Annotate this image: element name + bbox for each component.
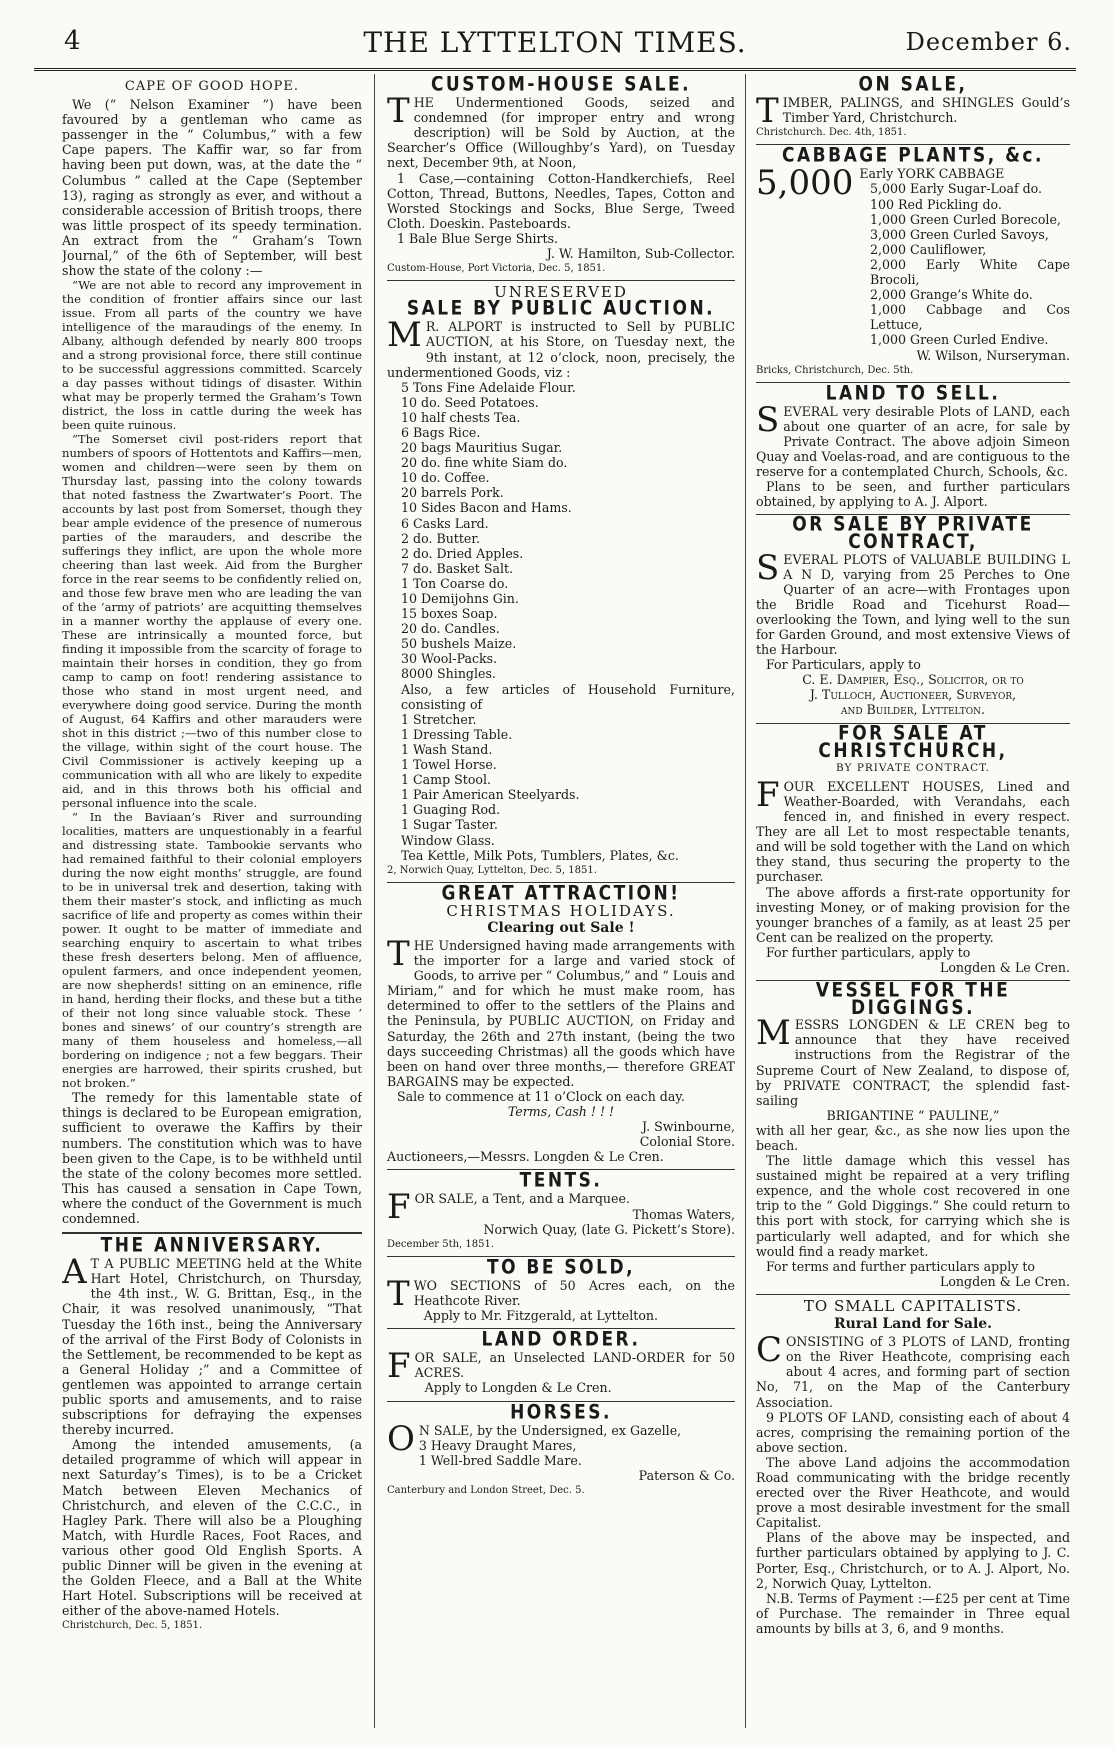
signature: J. Tulloch, Auctioneer, Surveyor, [809,687,1017,703]
list-item: 10 do. Seed Potatoes. [401,394,539,410]
ad-paragraph [387,315,735,380]
ad-private-contract [756,513,1070,718]
ad-paragraph: For Particulars, apply to [766,657,921,673]
ad-heading: OR SALE BY PRIVATE CONTRACT, [792,513,1034,554]
auctioneers: Auctioneers,—Messrs. Longden & Le Cren. [387,1149,664,1165]
ad-to-be-sold [387,1256,735,1324]
paragraph-text: R. ALPORT is instructed to Sell by PUBLIC AUCTION, at his Store, on Tuesday next, the 9th instant, at 12 o’clock, noon, precisely, the undermentioned Goods, viz : [387,319,735,380]
signature: J. Swinbourne, [642,1119,735,1135]
ad-paragraph: Apply to Longden & Le Cren. [424,1380,612,1396]
ad-paragraph: with all her gear, &c., as she now lies upon the beach. [756,1122,1070,1153]
dateline: Custom-House, Port Victoria, Dec. 5, 1851. [387,263,606,275]
signature: Longden & Le Cren. [939,1273,1070,1289]
list-item: 1 Wash Stand. [401,741,493,757]
paragraph-text: ESSRS LONGDEN & LE CREN beg to announce that they have received instructions from the Registrar of the Supreme Court of New Zealand, to dispose of, by PRIVATE CONTRACT, the splendid fast-sailing [756,1017,1070,1108]
article-paragraph: Among the intended amusements, (a detailed programme of which will appear in next Saturday’s Times), is to be a Cricket Match between Eleven Mechanics of Christchurch, and eleven of the C.C.C., in Hagley Park. There will also be a Ploughing Match, with Hurdle Races, Foot Races, and various other good Old English Sports. A public Dinner will be given in the evening at the Golden Fleece, and a Ball at the White Hart Hotel. Subscriptions will be received at either of the above-named Hotels. [62,1437,362,1619]
column-3 [756,76,1070,1728]
drop-cap: F [387,1187,411,1228]
dateline: December 5th, 1851. [387,1238,495,1250]
ad-line: Also, a few articles of Household Furniture, consisting of [401,681,735,712]
list-item: 20 barrels Pork. [401,485,504,501]
column-2 [387,76,735,1728]
ad-paragraph: N.B. Terms of Payment :—£25 per cent at Time of Purchase. The remainder in Three equal amounts by bills at 3, 6, and 9 months. [756,1590,1070,1636]
dateline: 2, Norwich Quay, Lyttelton, Dec. 5, 1851. [387,864,597,876]
paragraph-text: WO SECTIONS of 50 Acres each, on the Heathcote River. [413,1277,735,1308]
newspaper-title: THE LYTTELTON TIMES. [363,26,747,59]
ad-paragraph: Plans to be seen, and further particulars obtained, by applying to A. J. Alport. [756,479,1070,510]
paragraph-text: OUR EXCELLENT HOUSES, Lined and Weather-Boarded, with Verandahs, each fenced in, and finished in every respect. They are all Let to most respectable tenants, and will be sold together with the Land on which they stand, thus securing the property to the purchaser. [756,778,1070,885]
ad-paragraph: The little damage which this vessel has sustained might be repaired at a very trifling expence, and the whole cost recovered in one trip to the “ Gold Diggings.” She could return to this port with stock, for carrying which she is particularly well adapted, and for which she would find a ready market. [756,1153,1070,1259]
column-divider [374,74,375,1728]
ad-paragraph [387,91,735,171]
drop-cap: T [387,1273,410,1314]
list-item: 1 Pair American Steelyards. [401,787,580,803]
ad-paragraph: 9 PLOTS OF LAND, consisting each of about 4 acres, comprising the remaining portion of the above section. [756,1409,1070,1455]
ad-heading: VESSEL FOR THE DIGGINGS. [815,979,1011,1020]
ad-heading: CABBAGE PLANTS, &c. [782,144,1044,168]
ad-small-capitalists [756,1296,1070,1636]
ad-line: Tea Kettle, Milk Pots, Tumblers, Plates, &c. [401,847,679,863]
ad-paragraph [756,547,1070,658]
signature: Thomas Waters, [632,1206,735,1222]
ad-paragraph [756,399,1070,480]
ad-heading: LAND ORDER. [481,1328,641,1352]
ad-paragraph [756,91,1070,132]
list-item: 1 Stretcher. [401,711,477,727]
drop-cap: F [756,774,780,815]
article-paragraph [62,1252,362,1438]
list-item: 20 do. fine white Siam do. [401,455,568,471]
paragraph-text: EVERAL PLOTS of VALUABLE BUILDING L A N D, varying from 25 Perches to One Quarter of an acre—with Frontages upon the Bridle Road and Ticehurst Road—overlooking the Town, and lying well to the sun for Garden Ground, and most extensive Views of the Harbour. [756,551,1070,658]
list-item: Window Glass. [401,832,495,848]
ad-heading: ON SALE, [858,76,968,97]
ad-subheading: CHRISTMAS HOLIDAYS. [446,901,676,920]
quote-paragraph: “The Somerset civil post-riders report that numbers of spoors of Hottentots and Kaffirs—men, women and children—were seen by them on Thursday last, passing into the colony towards that noted fastness the Zwartwater’s Poort. The accounts by last post from Somerset, though they bear ample evidence of the presence of numerous parties of the marauders, and describe the sufferings they inflict, are upon the whole more cheering than last week. Aid from the Burgher force in the rear seems to be confidently relied on, and those few brave men who are leading the van of the ‘army of patriots’ are acquitting themselves in a manner worthy the applause of every one. These are intrinsically a mounted force, but finding it impossible from the scarcity of forage to maintain their horses in condition, they go from camp to camp on foot! rendering assistance to those who stand in most urgent need, and everywhere doing good service. During the month of August, 64 Kaffirs and other marauders were shot in this district ;—two of this number close to the village, within sight of the court house. The Civil Commissioner is actively keeping up a communication with all who are likely to expedite aid, and in this throws both his official and personal influence into the scale. [62,432,362,811]
list-item: 1 Ton Coarse do. [401,575,509,591]
paragraph-text: ONSISTING of 3 PLOTS of LAND, fronting on the River Heathcote, comprising each about 4 acres, and forming part of section No, 71, on the Map of the Canterbury Association. [756,1334,1070,1410]
paragraph-text: T A PUBLIC MEETING held at the White Hart Hotel, Christchurch, on Thursday, the 4th inst., W. G. Brittan, Esq., in the Chair, it was resolved unanimously, “That Tuesday the 16th inst., being the Anniversary of the arrival of the First Body of Colonists in the Settlement, be recommended to be kept as a General Holiday ;” and a Committee of gentlemen was appointed to arrange certain public sports and amusements, and to raise subscriptions for defraying the expenses thereby incurred. [62,1256,362,1438]
list-item: 1 Towel Horse. [401,757,497,773]
ad-heading: FOR SALE AT CHRISTCHURCH, [818,721,1008,763]
paragraph-text: N SALE, by the Undersigned, ex Gazelle, [418,1422,682,1438]
ad-tents [387,1169,735,1250]
list-item: 3 Heavy Draught Mares, [418,1437,577,1453]
ad-subheading: BY PRIVATE CONTRACT. [836,761,990,774]
dateline: Canterbury and London Street, Dec. 5. [387,1484,585,1496]
drop-cap: T [387,91,410,132]
list-item: 1 Camp Stool. [401,772,492,788]
terms: Terms, Cash ! ! ! [507,1104,615,1119]
list-item: 1,000 Green Curled Borecole, [870,211,1061,227]
ad-horses [387,1400,735,1497]
drop-cap: S [756,399,780,440]
column-1 [62,76,362,1728]
article-heading: THE ANNIVERSARY. [100,1234,324,1258]
article-paragraph: We (“ Nelson Examiner ”) have been favoured by a gentleman who came as passenger in the “ Columbus,” with a few Cape papers. The Kaffir war, so far from having been put down, was, at the date the “ Columbus ” called at the Cape (September 13), raging as strongly as ever, and without a considerable accession of British troops, there was little prospect of its speedy termination. An extract from the “ Graham’s Town Journal,” of the 6th of September, will best show the state of the colony :— [62,97,362,279]
list-item: 3,000 Green Curled Savoys, [870,226,1049,242]
ad-public-auction [387,285,735,877]
list-item: 1 Guaging Rod. [401,802,501,818]
list-item: 10 Demijohns Gin. [401,591,519,606]
ad-land-order [387,1328,735,1396]
list-item: 6 Casks Lard. [401,515,489,531]
ad-heading: SALE BY PUBLIC AUCTION. [406,297,716,321]
ad-heading: CUSTOM-HOUSE SALE. [430,76,692,97]
page-number: 4 [64,26,81,56]
signature: Colonial Store. [639,1134,735,1150]
drop-cap: T [756,91,779,132]
big-number: 5,000 [756,163,854,204]
ad-subheading: Clearing out Sale ! [487,919,635,936]
drop-cap: O [387,1418,415,1459]
ad-heading: HORSES. [510,1400,612,1424]
dateline: Christchurch. Dec. 4th, 1851. [756,127,907,139]
ad-custom-house-sale [387,78,735,275]
furniture-list [387,712,735,848]
ad-paragraph [756,1013,1070,1108]
paragraph-text: HE Undersigned having made arrangements with the importer for a large and varied stock of Goods, to arrive per “ Columbus,” and “ Louis and Miriam,” and for which he must make room, has determined to offer to the settlers of the Plains and the Peninsula, by PUBLIC AUCTION, on Friday and Saturday, the 26th and 27th instant, (being the two days succeeding Christmas) all the goods which have been on hand over three months,— therefore GREAT BARGAINS may be expected. [387,937,735,1089]
list-item: 6 Bags Rice. [401,424,481,440]
dateline: Christchurch, Dec. 5, 1851. [62,1620,203,1632]
masthead [34,24,1076,68]
signature: Norwich Quay, (late G. Pickett’s Store). [483,1221,735,1237]
list-item: Early YORK CABBAGE [859,166,1005,182]
list-item: 2 do. Butter. [401,530,481,546]
ad-land-to-sell [756,382,1070,510]
ad-heading: TO SMALL CAPITALISTS. [803,1296,1023,1315]
list-item: 10 Sides Bacon and Hams. [401,500,572,516]
ad-cabbage-plants [756,144,1070,376]
list-item: 30 Wool-Packs. [401,651,498,667]
list-item: 20 bags Mauritius Sugar. [401,440,563,456]
ad-paragraph: Apply to Mr. Fitzgerald, at Lyttelton. [423,1308,659,1324]
ad-heading: TENTS. [519,1169,603,1193]
column-divider [745,74,746,1728]
ad-paragraph [387,933,735,1089]
ad-heading: GREAT ATTRACTION! [441,882,681,906]
plant-list [756,181,1070,347]
ad-vessel-for-diggings [756,979,1070,1289]
list-item: 2,000 Cauliflower, [870,241,987,257]
signature: W. Wilson, Nurseryman. [916,347,1070,363]
ship-name: BRIGANTINE “ PAULINE,” [826,1107,1000,1123]
article-heading: CAPE OF GOOD HOPE. [124,79,300,94]
signature: Paterson & Co. [638,1467,735,1483]
list-item: 1 Sugar Taster. [401,817,498,833]
list-item: 2,000 Grange’s White do. [870,287,1033,303]
drop-cap: M [387,315,422,356]
ad-for-sale-at-christchurch [756,721,1070,976]
ad-paragraph: For terms and further particulars apply to [766,1258,1036,1274]
ad-paragraph: The above Land adjoins the accommodation Road communicating with the bridge recently erected over the River Heathcote, and would prove a most desirable investment for the small Capitalist. [756,1454,1070,1531]
paragraph-text: EVERAL very desirable Plots of LAND, each about one quarter of an acre, for sale by Private Contract. The above adjoin Simeon Quay and Voelas-road, and are contiguous to the reserve for a contemplated Church, Schools, &c. [756,403,1070,480]
ad-heading: TO BE SOLD, [486,1256,636,1280]
quote-paragraph: “ In the Baviaan’s River and surrounding localities, matters are unquestionably in a fearful and distressing state. Tambookie servants who had remained faithful to their colonial employers during the now eight months’ struggle, are found to be in universal trek and desertion, taking with them their master’s stock, and inflicting as much sacrifice of life and property as comes within their power. It ought to be matter of immediate and searching enquiry to ascertain to what tribes these fresh deserters belong. Men of affluence, opulent farmers, and once independent yeomen, are now shepherds! sitting on an eminence, rifle in hand, herding their flocks, and these but a tithe of their not long since valuable stock. These ‘ bones and sinews’ of our country’s strength are many of them houseless and homeless,—all bordering on indigence ; not a few beggars. Their energies are harrowed, their spirits crushed, but not broken.” [62,810,362,1091]
list-item: 8000 Shingles. [401,666,496,682]
section-rule [387,280,735,281]
section-rule [756,1294,1070,1295]
list-item: 100 Red Pickling do. [870,196,1002,212]
ad-paragraph: 1 Case,—containing Cotton-Handkerchiefs, Reel Cotton, Thread, Buttons, Needles, Tapes, Cotton and Worsted Stockings and Socks, Blue Serge, Tweed Cloth. Doeskin. Pasteboards. [387,170,735,231]
list-item: 10 do. Coffee. [401,470,490,486]
drop-cap: T [387,933,410,974]
signature: and Builder, Lyttelton. [840,702,986,718]
ad-paragraph [387,1273,735,1314]
drop-cap: F [387,1346,411,1387]
signature: Longden & Le Cren. [939,959,1070,975]
list-item: 7 do. Basket Salt. [401,560,514,576]
list-item: 20 do. Candles. [401,621,500,637]
ad-paragraph: Sale to commence at 11 o’Clock on each day. [397,1088,685,1104]
list-item: 1 Well-bred Saddle Mare. [418,1452,582,1468]
drop-cap: A [62,1252,87,1293]
list-item: 2 do. Dried Apples. [401,545,524,561]
ad-paragraph: The above affords a first-rate opportunity for investing Money, or of making provision for the younger branches of a family, as at least 25 per Cent can be realized on the property. [756,884,1070,945]
list-item: 1 Dressing Table. [401,726,513,742]
ad-subheading: Rural Land for Sale. [833,1316,993,1333]
goods-list [387,380,735,682]
list-item: 50 bushels Maize. [401,636,517,652]
drop-cap: C [756,1330,783,1371]
list-item: 5,000 Early Sugar-Loaf do. [870,181,1043,197]
dateline: Bricks, Christchurch, Dec. 5th. [756,364,914,376]
list-item: 2,000 Early White Cape Brocoli, [870,256,1070,288]
paragraph-text: OR SALE, a Tent, and a Marquee. [414,1191,630,1207]
ad-paragraph [756,1330,1070,1410]
ad-paragraph: 1 Bale Blue Serge Shirts. [397,230,559,246]
masthead-rule [34,68,1076,74]
article-paragraph: The remedy for this lamentable state of things is declared to be European emigration, sufficient to overawe the Kaffirs by their numbers. The constitution which was to have been given to the Cape, is to be withheld until the state of the colony becomes more settled. This has caused a sensation in Cape Town, where the conduct of the Government is much condemned. [62,1090,362,1226]
ad-paragraph: For further particulars, apply to [766,944,971,960]
paragraph-text: HE Undermentioned Goods, seized and condemned (for improper entry and wrong description) will be Sold by Auction, at the Searcher’s Office (Willoughby’s Yard), on Tuesday next, December 9th, at Noon, [387,95,735,171]
list-item: 10 half chests Tea. [401,409,521,425]
article-cape-of-good-hope [62,79,362,1226]
signature: J. W. Hamilton, Sub-Collector. [546,246,735,262]
paragraph-text: IMBER, PALINGS, and SHINGLES Gould’s Timber Yard, Christchurch. [782,95,1070,126]
ad-paragraph: Plans of the above may be inspected, and further particulars obtained by applying to J. C. Porter, Esq., Christchurch, or to A. J. Alport, No. 2, Norwich Quay, Lyttelton. [756,1530,1070,1591]
list-item: 1,000 Cabbage and Cos Lettuce, [870,302,1070,333]
signature: C. E. Dampier, Esq., Solicitor, or to [802,672,1024,688]
quote-paragraph: “We are not able to record any improvement in the condition of frontier affairs since our last issue. From all parts of the country we have intelligence of the maraudings of the enemy. In Albany, although defended by nearly 800 troops and a strong provisional force, there still continue to be successful aggressions committed. Scarcely a day passes without tidings of disaster. Within what may be properly termed the Graham’s Town district, the loss in cattle during the week has been quite ruinous. [62,278,362,433]
ad-kicker: UNRESERVED [494,283,628,302]
article-anniversary [62,1234,362,1632]
list-item: 5 Tons Fine Adelaide Flour. [401,379,576,395]
drop-cap: S [756,547,780,588]
drop-cap: M [756,1013,791,1054]
list-item: 1,000 Green Curled Endive. [870,332,1049,348]
ad-heading: LAND TO SELL. [825,382,1001,406]
list-item: 15 boxes Soap. [401,606,498,622]
ad-on-sale [756,78,1070,139]
issue-date: December 6. [905,28,1072,56]
paragraph-text: OR SALE, an Unselected LAND-ORDER for 50 ACRES. [414,1350,735,1381]
ad-paragraph [756,774,1070,885]
ad-paragraph [387,1346,735,1387]
ad-great-attraction [387,882,735,1165]
